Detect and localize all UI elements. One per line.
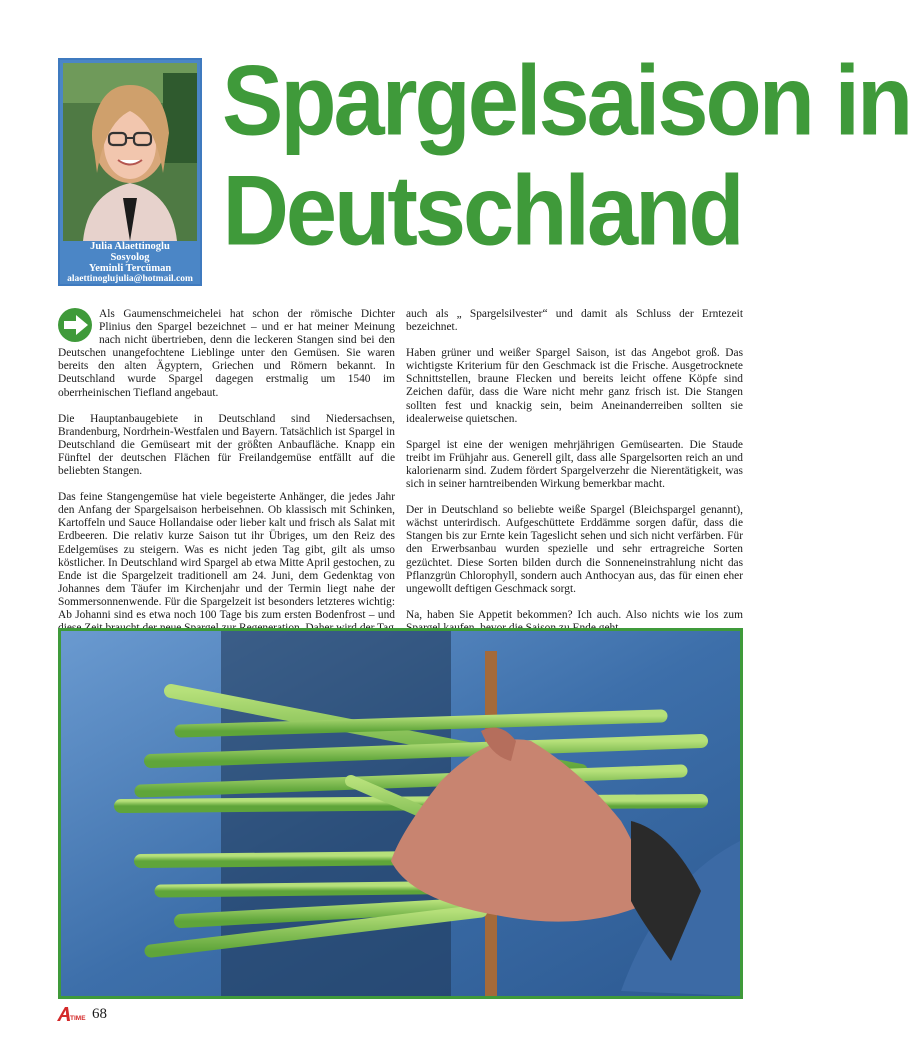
author-role: Yeminli Tercüman (88, 263, 172, 274)
headline-line-1: Spargelsaison in (222, 45, 910, 156)
asparagus-bundle-image (61, 631, 740, 996)
logo-text: TIME (70, 1015, 86, 1022)
author-profession: Sosyolog (110, 252, 150, 263)
author-card (58, 58, 202, 286)
author-photo (63, 63, 197, 241)
article-paragraph: Haben grüner und weißer Spargel Saison, ist das Angebot groß. Das wichtigste Kriterium für den Geschmack ist die Frische. Ausgetrocknete Schnittstellen, braune Flecken und bereits leicht offene Köpfe sind Zeichen dafür, dass die Ware nicht mehr ganz frisch ist. Die Stangen sollten fest und knackig sein, beim Aneinanderreiben sollten sie idealerweise quietschen. (406, 347, 743, 425)
article-column-right (406, 308, 743, 648)
headline (222, 42, 910, 271)
author-email[interactable]: alaettinoglujulia@hotmail.com (67, 274, 193, 284)
article-paragraph (58, 308, 395, 400)
headline-line-2: Deutschland (222, 156, 742, 267)
magazine-logo (56, 1006, 90, 1022)
page-number: 68 (92, 1006, 107, 1022)
asparagus-photo (58, 628, 743, 999)
author-info (60, 241, 200, 285)
article-paragraph: Die Hauptanbaugebiete in Deutschland sind Niedersachsen, Brandenburg, Nordrhein-Westfalen und Bayern. Tatsächlich ist Spargel in Deutschland die Gemüseart mit der größten Anbaufläche. Knapp ein Fünftel der deutschen Flächen für Freilandgemüse entfällt auf die beliebten Stangen. (58, 412, 395, 478)
article-paragraph: Na, haben Sie Appetit bekommen? Ich auch. Also nichts wie los zum (406, 608, 743, 621)
author-name: Julia Alaettinoglu (90, 241, 170, 252)
article-text: Als Gaumenschmeichelei hat schon der römische Dichter Plinius den Spargel bezeichnet – und er hat meiner Meinung nach nicht übertrieben, denn die leckeren Stangen sind bei den Deutschen unangefochtene Lieblinge unter den Gemüsen. Sie waren bereits den alten Ägyptern, Griechen und Römern bekannt. In Deutschland wurde Spargel dagegen erstmalig um 1540 im oberrheinischen Tiefland angebaut. (58, 308, 395, 399)
article-paragraph: Der in Deutschland so beliebte weiße Spargel (Bleichspargel genannt), wächst unterirdisch. Aufgeschüttete Erddämme sorgen dafür, dass die Stangen bis zur Ernte kein Tageslicht sehen und sich nicht verfärben. Für den Erwerbsanbau wurden spezielle und sehr ertragreiche Sorten gezüchtet. Diese Sorten bilden durch die Sonneneinstrahlung nicht das Pflanzgrün Chlorophyll, sondern auch Anthocyan aus, das für einen eher ungewollt deftigen Geschmack sorgt. (406, 504, 743, 595)
author-portrait-image (63, 63, 197, 241)
article-paragraph: auch als „ Spargelsilvester“ und damit als Schluss der Erntezeit bezeichnet. (406, 308, 743, 334)
article-paragraph: Das feine Stangengemüse hat viele begeisterte Anhänger, die jedes Jahr den Anfang der Spargelsaison herbeisehnen. Ob klassisch mit Schinken, Kartoffeln und Sauce Hollandaise oder lieber kalt und frisch als Salat mit Erdbeeren. Die relativ kurze Saison tut ihr Übriges, um den Reiz des Edelgemüses zu steigern. Was es nicht jeden Tag gibt, gilt als umso köstlicher. In Deutschland wird Spargel ab etwa Mitte April gestochen, zu Ende ist die Spargelzeit traditionell am 24. Juni, dem Gedenktag von Johannes dem Täufer im Kirchenjahr und der Termin liegt nahe der Sommersonnenwende. Für die Spargelzeit ist besonders letzteres wichtig: Ab Johanni sind es etwa noch 100 Tage bis zum ersten Bodenfrost – und (58, 491, 395, 621)
arrow-right-icon (58, 308, 94, 342)
article-paragraph: Spargel ist eine der wenigen mehrjährigen Gemüsearten. Die Staude treibt im Frühjahr aus. Generell gilt, dass alle Spargelsorten reich an und kalorienarm sind. Zudem fördert Spargelverzehr die Nierentätigkeit, was sich in seiner harntreibenden Wirkung bemerkbar macht. (406, 438, 743, 491)
page-footer (56, 1002, 107, 1022)
article-column-left (58, 308, 395, 648)
